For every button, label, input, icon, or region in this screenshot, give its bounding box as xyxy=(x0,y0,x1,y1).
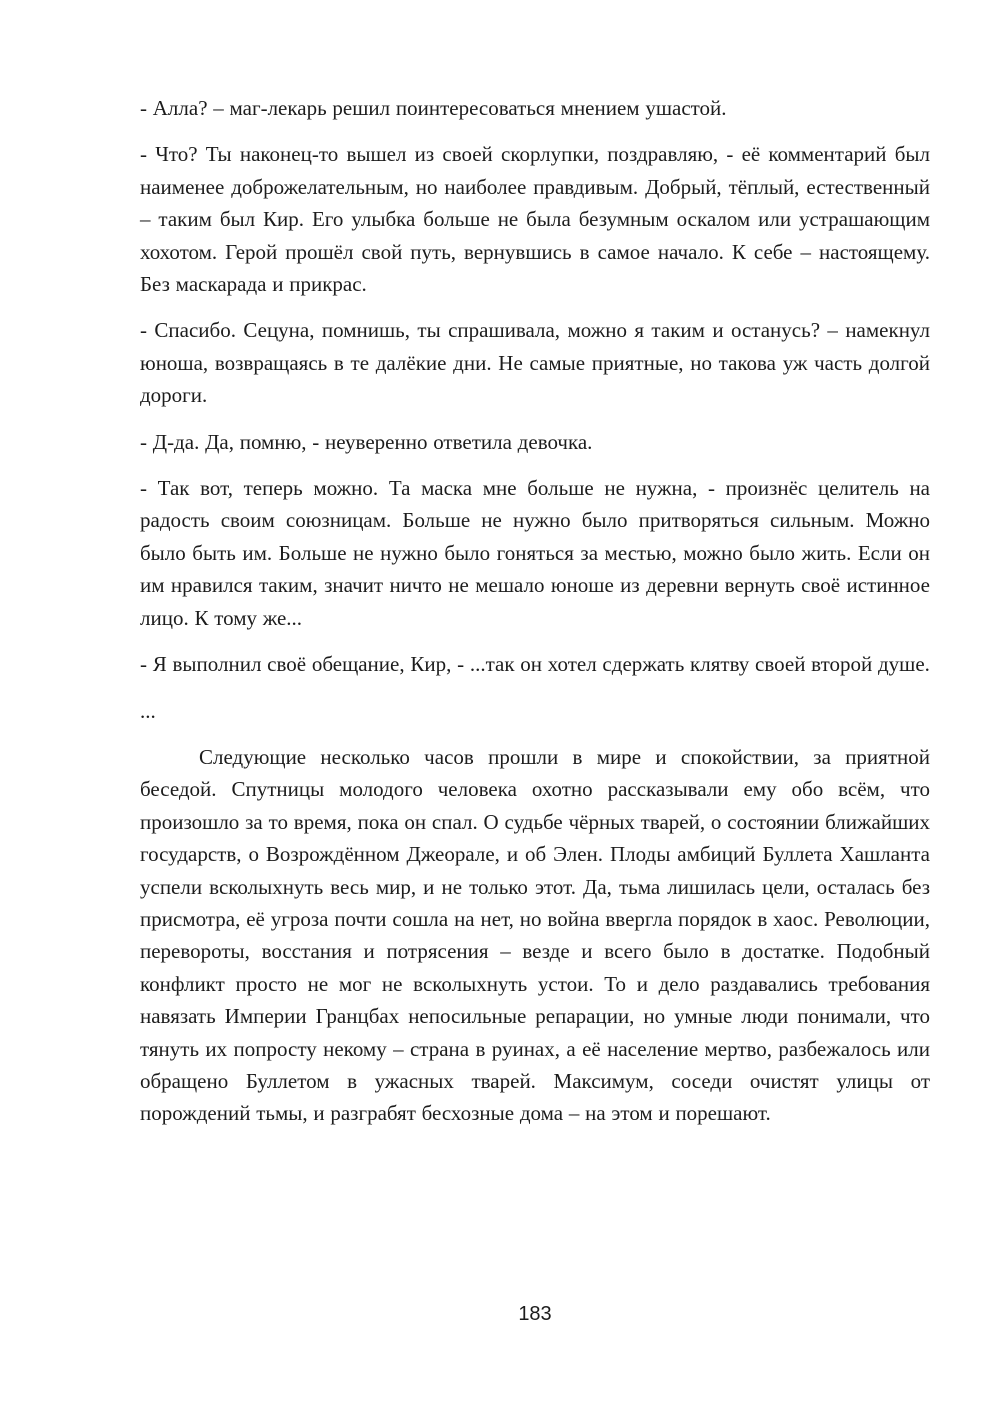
paragraph-dialogue-1: - Алла? – маг-лекарь решил поинтересоваться мнением ушастой. xyxy=(140,96,727,120)
paragraph-ellipsis-separator: ... xyxy=(140,698,156,723)
paragraph-dialogue-3: - Спасибо. Сецуна, помнишь, ты спрашивала, можно я таким и останусь? – намекнул юноша, возвращаясь в те далёкие дни. Не самые приятные, но такова уж часть долгой дороги. xyxy=(140,318,930,408)
paragraph-narrative: Следующие несколько часов прошли в мире и спокойствии, за приятной беседой. Спутницы молодого человека охотно рассказывали ему обо всём, что произошло за то время, пока он спал. О судьбе чёрных тварей, о состоянии ближайших государств, о Возрождённом Джеорале, и об Элен. Плоды амбиций Буллета Хашланта успели всколыхнуть весь мир, и не только этот. Да, тьма лишилась цели, осталась без присмотра, её угроза почти сошла на нет, но война ввергла порядок в хаос. Революции, перевороты, восстания и потрясения – везде и всего было в достатке. Подобный конфликт просто не мог не всколыхнуть устои. То и дело раздавались требования навязать Империи Гранцбах непосильные репарации, но умные люди понимали, что тянуть их попросту некому – страна в руинах, а её население мертво, разбежалось или обращено Буллетом в ужасных тварей. Максимум, соседи очистят улицы от порождений тьмы, и разграбят бесхозные дома – на этом и порешают. xyxy=(140,744,930,1126)
text-block xyxy=(140,92,930,1144)
paragraph-dialogue-4: - Д-да. Да, помню, - неуверенно ответила девочка. xyxy=(140,429,593,454)
paragraph-dialogue-2: - Что? Ты наконец-то вышел из своей скорлупки, поздравляю, - её комментарий был наименее доброжелательным, но наиболее правдивым. Добрый, тёплый, естественный – таким был Кир. Его улыбка больше не была безумным оскалом или устрашающим хохотом. Герой прошёл свой путь, вернувшись в самое начало. К себе – настоящему. Без маскарада и прикрас. xyxy=(140,142,930,297)
paragraph-dialogue-5: - Так вот, теперь можно. Та маска мне больше не нужна, - произнёс целитель на радость своим союзницам. Больше не нужно было притворяться сильным. Можно было быть им. Больше не нужно было гоняться за местью, можно было жить. Если он им нравился таким, значит ничто не мешало юноше из деревни вернуть своё истинное лицо. К тому же... xyxy=(140,476,930,630)
paragraph-dialogue-6: - Я выполнил своё обещание, Кир, - ...так он хотел сдержать клятву своей второй душе. xyxy=(140,652,930,677)
page-number: 183 xyxy=(518,1303,552,1325)
